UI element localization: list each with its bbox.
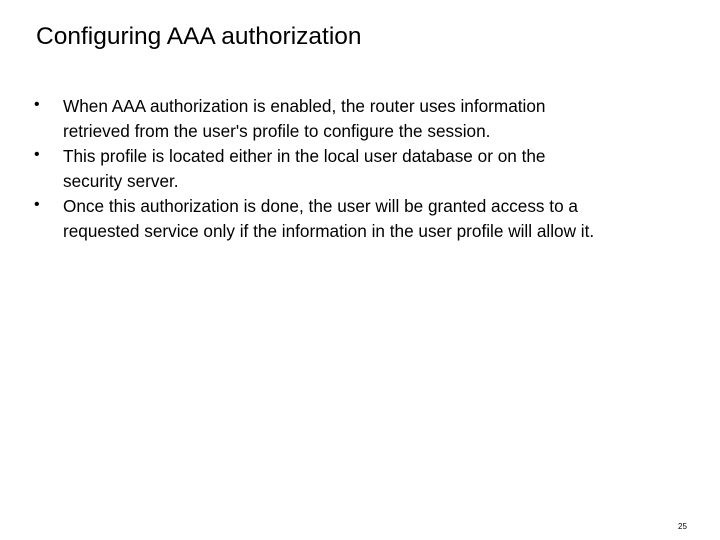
bullet-line: requested service only if the information in the user profile will allow it.	[63, 221, 595, 241]
bullet-item	[34, 94, 694, 144]
bullet-line: retrieved from the user's profile to configure the session.	[63, 121, 491, 141]
page-number: 25	[678, 522, 687, 531]
bullet-marker: •	[34, 146, 40, 163]
bullet-line: This profile is located either in the local user database or on the	[63, 146, 546, 166]
bullet-list	[34, 94, 694, 244]
bullet-marker: •	[34, 96, 40, 113]
bullet-item	[34, 144, 694, 194]
slide-title: Configuring AAA authorization	[36, 23, 362, 50]
bullet-line: When AAA authorization is enabled, the router uses information	[63, 96, 546, 116]
bullet-line: security server.	[63, 171, 179, 191]
bullet-line: Once this authorization is done, the user will be granted access to a	[63, 196, 578, 216]
bullet-marker: •	[34, 196, 40, 213]
bullet-item	[34, 194, 694, 244]
